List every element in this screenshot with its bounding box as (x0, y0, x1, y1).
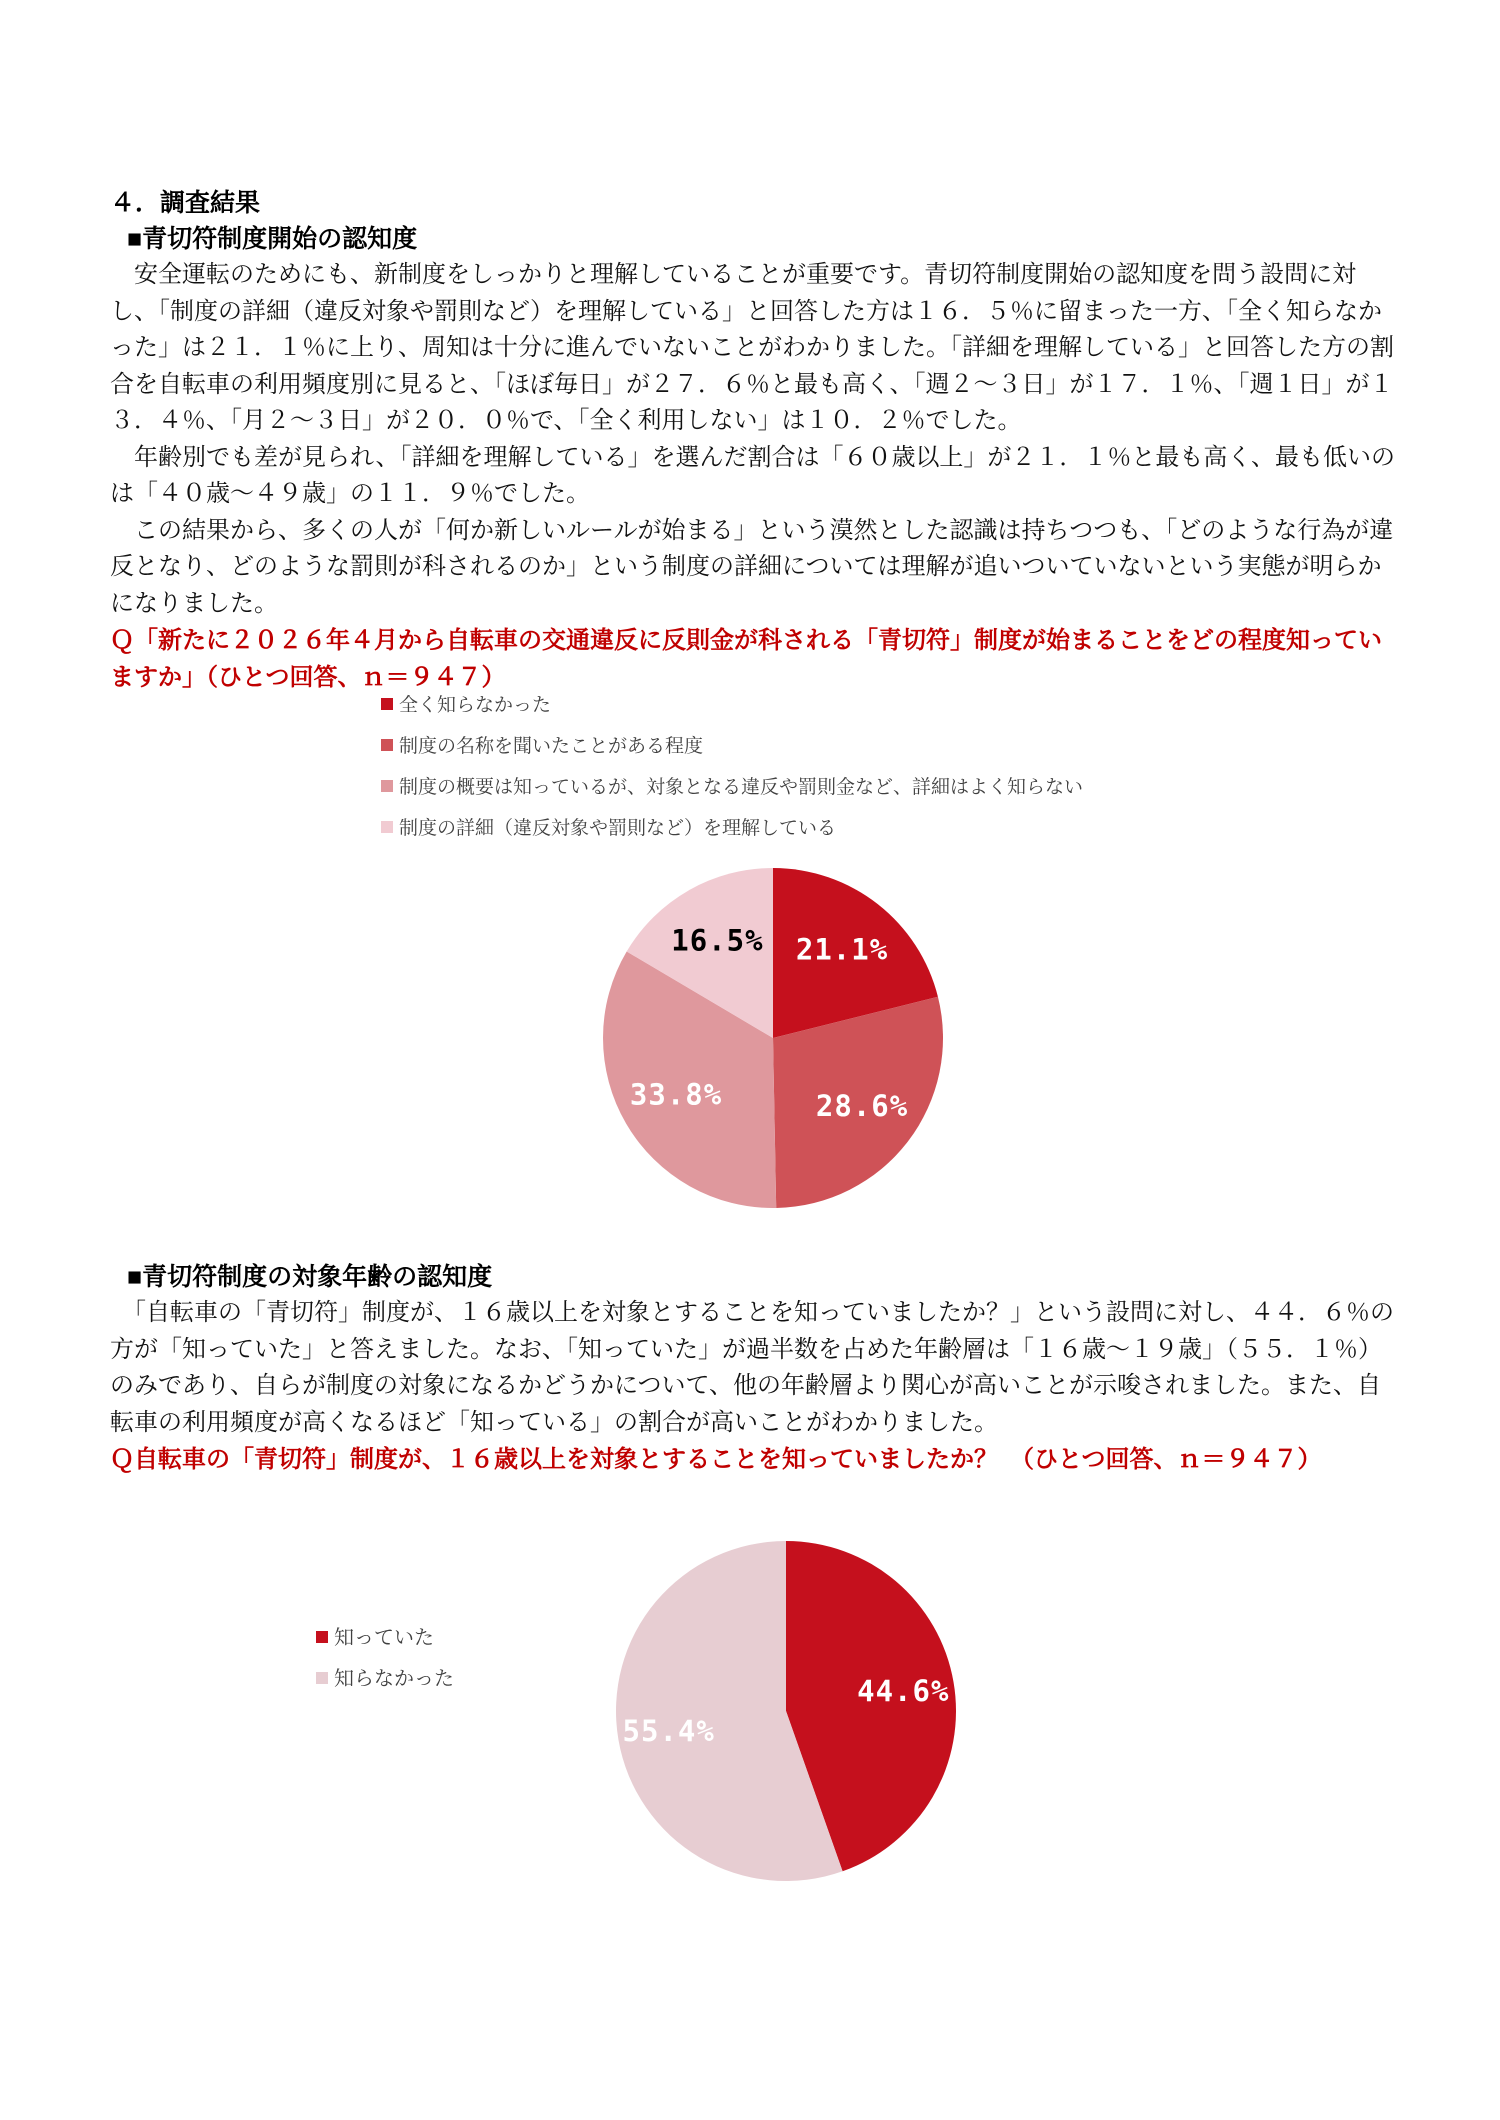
pie-data-label: 44.6% (857, 1673, 950, 1708)
pie-data-label: 55.4% (622, 1714, 715, 1749)
chart-legend (381, 696, 1083, 860)
section1-question: Ｑ「新たに２０２６年４月から自転車の交通違反に反則金が科される「青切符」制度が始まることをどの程度知っていますか」（ひとつ回答、ｎ＝９４７） (110, 627, 1382, 691)
page-title: ４．調査結果 (110, 189, 261, 217)
legend-item (381, 696, 1083, 716)
awareness-pie-chart (110, 696, 1400, 1259)
legend-item (381, 737, 1083, 757)
section1-paragraph-2: 年齢別でも差が見られ、「詳細を理解している」を選んだ割合は「６０歳以上」が２１．１％と最も高く、最も低いのは「４０歳～４９歳」の１１．９％でした。 (110, 443, 1395, 507)
legend-item (381, 819, 1083, 839)
legend-swatch-icon (381, 698, 393, 710)
pie-svg (616, 1541, 956, 1881)
legend-swatch-icon (316, 1672, 328, 1684)
section2-heading: ■青切符制度の対象年齢の認知度 (127, 1263, 493, 1291)
legend-item (381, 778, 1083, 798)
legend-label: 制度の詳細（違反対象や罰則など）を理解している (399, 818, 837, 839)
legend-swatch-icon (316, 1631, 328, 1643)
chart-legend (316, 1628, 454, 1710)
legend-swatch-icon (381, 821, 393, 833)
legend-label: 知らなかった (334, 1668, 454, 1690)
pie-svg (603, 868, 943, 1208)
legend-label: 制度の概要は知っているが、対象となる違反や罰則金など、詳細はよく知らない (399, 777, 1084, 798)
section2-question: Ｑ自転車の「青切符」制度が、１６歳以上を対象とすることを知っていましたか？ （ひとつ回答、ｎ＝９４７） (110, 1446, 1322, 1473)
legend-label: 制度の名称を聞いたことがある程度 (399, 736, 704, 757)
legend-label: 知っていた (334, 1627, 434, 1649)
legend-swatch-icon (381, 780, 393, 792)
section2-paragraph-1: 「自転車の「青切符」制度が、１６歳以上を対象とすることを知っていましたか？」という設問に対し、４４．６％の方が「知っていた」と答えました。なお、「知っていた」が過半数を占めた年齢層は「１６歳～１９歳」（５５．１％）のみであり、自らが制度の対象になるかどうかについて、他の年齢層より関心が高いことが示唆されました。また、自転車の利用頻度が高くなるほど「知っている」の割合が高いことがわかりました。 (110, 1299, 1394, 1436)
section1-paragraph-1: 安全運転のためにも、新制度をしっかりと理解していることが重要です。青切符制度開始の認知度を問う設問に対し、「制度の詳細（違反対象や罰則など）を理解している」と回答した方は１６．５％に留まった一方、「全く知らなかった」は２１．１％に上り、周知は十分に進んでいないことがわかりました。「詳細を理解している」と回答した方の割合を自転車の利用頻度別に見ると、「ほぼ毎日」が２７．６％と最も高く、「週２～３日」が１７．１％、「週１日」が１３．４％、「月２～３日」が２０．０％で、「全く利用しない」は１０．２％でした。 (110, 261, 1394, 434)
pie-data-label: 16.5% (671, 923, 764, 958)
legend-swatch-icon (381, 739, 393, 751)
pie-data-label: 33.8% (629, 1077, 723, 1112)
legend-item (316, 1669, 454, 1690)
pie-data-label: 28.6% (815, 1089, 909, 1124)
section1-paragraph-3: この結果から、多くの人が「何か新しいルールが始まる」という漠然とした認識は持ちつつも、「どのような行為が違反となり、どのような罰則が科されるのか」という制度の詳細については理解が追いついていないという実態が明らかになりました。 (110, 516, 1394, 617)
section1-heading: ■青切符制度開始の認知度 (127, 225, 418, 253)
legend-item (316, 1628, 454, 1649)
pie-data-label: 21.1% (795, 932, 889, 967)
age-awareness-pie-chart (110, 1478, 1400, 1895)
legend-label: 全く知らなかった (399, 695, 552, 716)
